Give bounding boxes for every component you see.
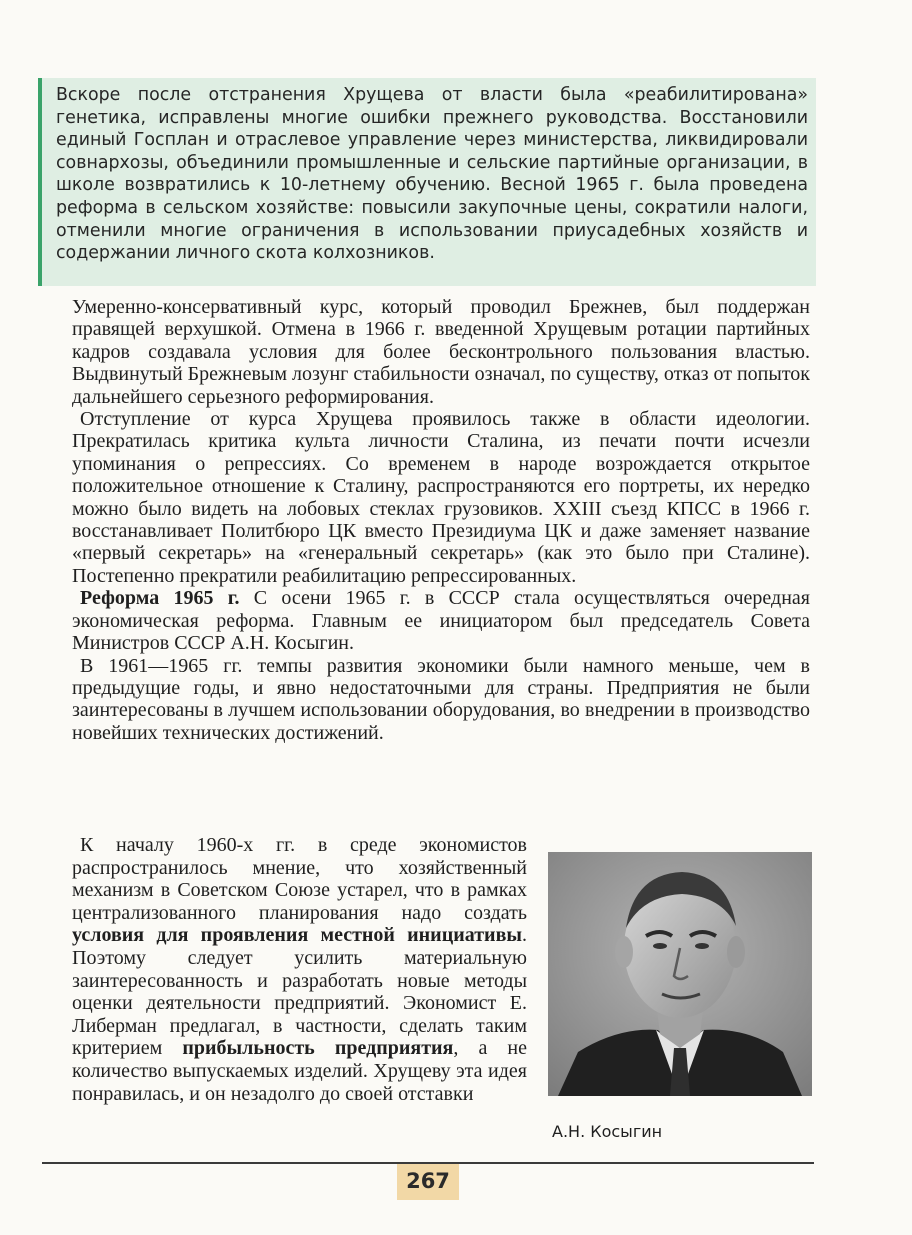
- callout-text: Вскоре после отстранения Хрущева от власти была «реабилитирована» генетика, исправлены многие ошибки прежнего руководства. Восстановили единый Госплан и отраслевое управление через министерства, ликвидировали совнархозы, объединили промышленные и сельские партийные организации, в школе возвратились к 10-летнему обучению. Весной 1965 г. была проведена реформа в сельском хозяйстве: повысили закупочные цены, сократили налоги, отменили многие ограничения в использовании приусадебных хозяйств и содержании личного скота колхозников.: [56, 85, 808, 264]
- portrait-illustration: [548, 852, 812, 1096]
- paragraph-3: [72, 587, 810, 654]
- paragraph-1: Умеренно-консервативный курс, который проводил Брежнев, был поддержан правящей верхушкой. Отмена в 1966 г. введенной Хрущевым ротации партийных кадров создавала условия для более бесконтрольного пользования властью. Выдвинутый Брежневым лозунг стабильности означал, по существу, отказ от попыток дальнейшего серьезного реформирования.: [72, 296, 811, 408]
- paragraph-3-text: С осени 1965 г. в СССР стала осуществляться очередная экономическая реформа. Главным ее инициатором был председатель Совета Министров СССР А.Н. Косыгин.: [72, 587, 811, 655]
- paragraph-5-part-a: К началу 1960-х гг. в среде экономистов распространилось мнение, что хозяйственный механизм в Советском Союзе устарел, что в рамках централизованного планирования надо создать: [72, 834, 527, 924]
- section-heading: Реформа 1965 г.: [80, 587, 240, 610]
- bold-term-local-initiative: условия для проявления местной инициативы: [72, 924, 522, 947]
- paragraph-2: Отступление от курса Хрущева проявилось также в области идеологии. Прекратилась критика культа личности Сталина, из печати почти исчезли упоминания о репрессиях. Со временем в народе возрождается открытое положительное отношение к Сталину, распространяются его портреты, их нередко можно было видеть на лобовых стеклах грузовиков. XXIII съезд КПСС в 1966 г. восстанавливает Политбюро ЦК вместо Президиума ЦК и даже заменяет название «первый секретарь» на «генеральный секретарь» (как это было при Сталине). Постепенно прекратили реабилитацию репрессированных.: [72, 408, 810, 587]
- wrapped-text: [72, 834, 527, 1105]
- paragraph-5-part-e: , а не количество выпускаемых изделий. Хрущеву эта идея понравилась, и он незадолго до своей отставки: [72, 1037, 527, 1105]
- portrait-photo: [548, 852, 812, 1096]
- paragraph-4: В 1961—1965 гг. темпы развития экономики были намного меньше, чем в предыдущие годы, и явно недостаточными для страны. Предприятия не были заинтересованы в лучшем использовании оборудования, во внедрении в производство новейших технических достижений.: [72, 654, 810, 744]
- bold-term-profitability: прибыльность предприятия: [182, 1037, 454, 1060]
- paragraph-5: [72, 834, 527, 1105]
- summary-callout: [38, 78, 816, 286]
- paragraph-5-part-c: . Поэтому следует усилить материальную заинтересованность и разработать новые методы оценки деятельности предприятий. Экономист Е. Либерман предлагал, в частности, сделать таким критерием: [72, 924, 527, 1060]
- photo-caption: А.Н. Косыгин: [552, 1122, 663, 1141]
- main-text: [72, 296, 810, 744]
- page-number: 267: [397, 1164, 459, 1200]
